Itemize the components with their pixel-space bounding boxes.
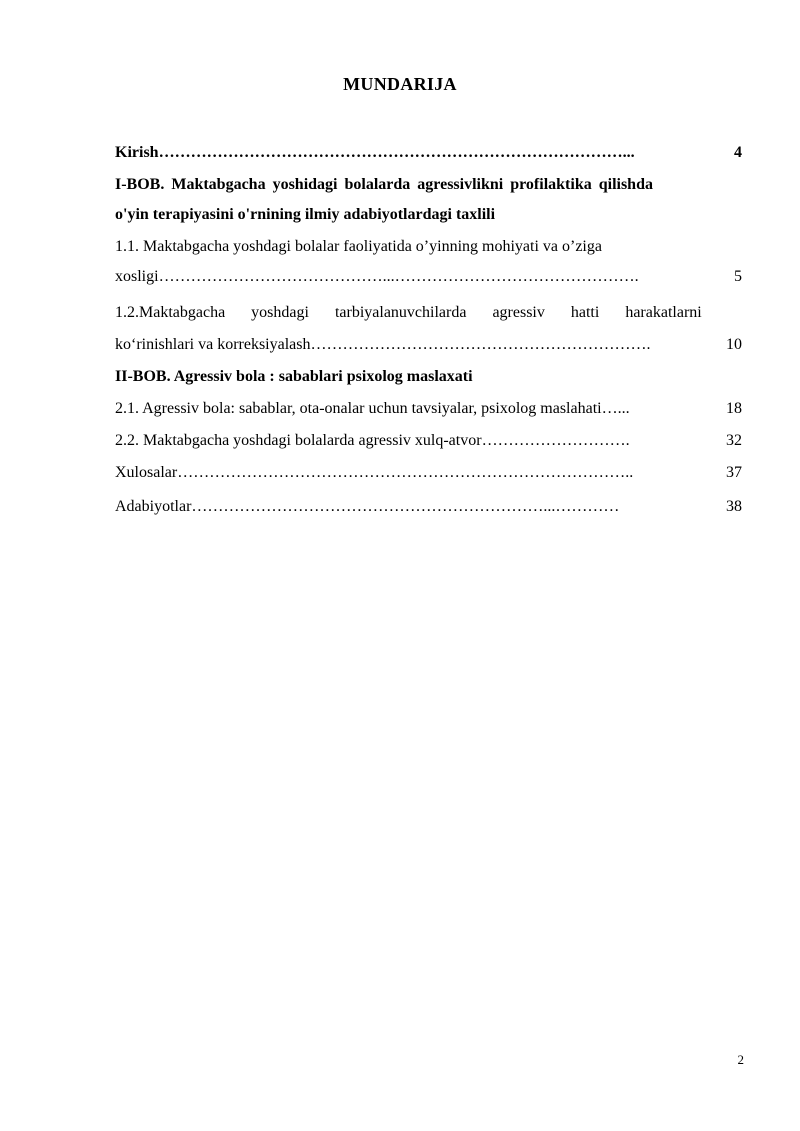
page-title: MUNDARIJA xyxy=(343,74,457,94)
toc-entry-text: Adabiyotlar xyxy=(115,498,192,515)
toc-page-number: 38 xyxy=(726,498,742,515)
toc-page-number: 18 xyxy=(726,400,742,417)
toc-leader-dots: …………………………………………………………...………… xyxy=(191,498,620,515)
toc-leader-dots: ………………………………………………………. xyxy=(310,336,651,353)
toc-entry-text: ko‘rinishlari va korreksiyalash xyxy=(115,336,311,353)
toc-leader-dots: ………………………. xyxy=(481,432,630,449)
toc-entry-s11-line1: 1.1. Maktabgacha yoshdagi bolalar faoliyatida o’yinning mohiyati va o’ziga xyxy=(115,238,602,255)
toc-entry-s22 xyxy=(115,430,742,452)
toc-entry-adabiyotlar xyxy=(115,496,742,518)
toc-entry-kirish xyxy=(115,142,742,164)
page-number: 2 xyxy=(737,1052,744,1067)
toc-entry-s11-line2 xyxy=(115,266,742,288)
toc-page-number: 5 xyxy=(734,268,742,285)
toc-entry-bob1-line1 xyxy=(115,174,742,196)
toc-entry-text: Xulosalar xyxy=(115,464,178,481)
toc-entry-s21 xyxy=(115,398,742,420)
toc-page-number: 10 xyxy=(726,336,742,353)
toc-entry-text: 2.2. Maktabgacha yoshdagi bolalarda agressiv xulq-atvor xyxy=(115,432,482,449)
toc-entry-s12-line1: 1.2.Maktabgacha yoshdagi tarbiyalanuvchilarda agressiv hatti harakatlarni xyxy=(115,304,702,321)
toc-entry-xulosalar xyxy=(115,462,742,484)
toc-page-number: 4 xyxy=(734,144,742,161)
toc-leader-dots: ……………………………………...………………………………………. xyxy=(158,268,639,285)
toc-entry-text: xosligi xyxy=(115,268,159,285)
toc-entry-bob2: II-BOB. Agressiv bola : sabablari psixolog maslaxati xyxy=(115,368,473,385)
toc-entry-text: I-BOB. Maktabgacha yoshidagi bolalarda agressivlikni profilaktika qilishda xyxy=(115,176,653,193)
toc-entry-s12-line2 xyxy=(115,334,742,356)
toc-page-number: 37 xyxy=(726,464,742,481)
toc-leader-dots: ………………………………………………………………………….. xyxy=(177,464,634,481)
toc-leader-dots: …... xyxy=(601,400,630,417)
toc-leader-dots: ……………………………………………………………………………... xyxy=(158,144,635,161)
toc-entry-text: 2.1. Agressiv bola: sabablar, ota-onalar uchun tavsiyalar, psixolog maslahati xyxy=(115,400,602,417)
toc-entry-bob1-line2: o'yin terapiyasini o'rnining ilmiy adabiyotlardagi taxlili xyxy=(115,206,496,223)
toc-entry-text: Kirish xyxy=(115,144,159,161)
toc-page-number: 32 xyxy=(726,432,742,449)
